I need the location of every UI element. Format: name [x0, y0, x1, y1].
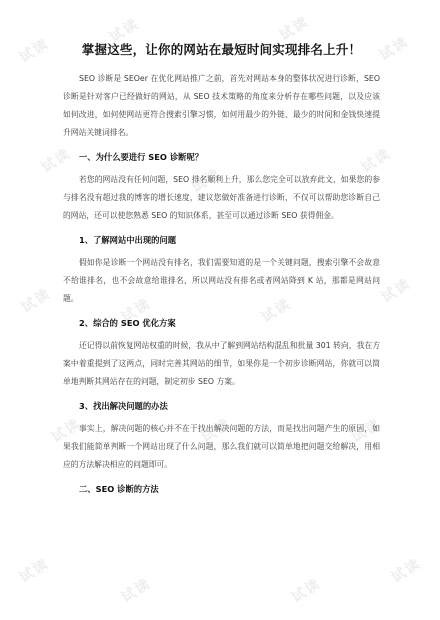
watermark: 试读	[118, 575, 155, 607]
heading-seo-plan: 2、综合的 SEO 优化方案	[79, 318, 176, 328]
watermark: 试读	[188, 165, 225, 197]
paragraph-find-solutions: 事实上，解决问题的核心并不在于找出解决问题的方法，而是找出问题产生的原因，如果我们能简单判断一个网站出现了什么问题，那么我们就可以简单地把问题交给解决，用相应的方法解决相应的问题即可。	[63, 424, 380, 469]
heading-diagnosis-methods: 二、SEO 诊断的方法	[79, 484, 159, 494]
document-title: 掌握这些，让你的网站在最短时间实现排名上升！	[81, 42, 362, 57]
watermark: 试读	[288, 575, 325, 607]
watermark: 试读	[258, 295, 295, 327]
watermark: 试读	[378, 275, 415, 307]
paragraph-intro: SEO 诊断是 SEOer 在优化网站推广之前，首先对网站本身的整体状况进行诊断，SEO 诊断是针对客户已经做好的网站，从 SEO 技术策略的角度来分析存在哪些问题，以及应该如何改进，如何使网站更符合搜索引擎习惯，如何用最少的外链、最少的时间和金钱快速提升网站关键词排名。	[63, 74, 380, 137]
watermark: 试读	[16, 35, 53, 67]
heading-why-diagnose: 一、为什么要进行 SEO 诊断呢？	[79, 152, 204, 162]
watermark: 试读	[358, 145, 395, 177]
watermark: 试读	[348, 415, 385, 447]
heading-find-solutions: 3、找出解决问题的办法	[79, 401, 168, 411]
watermark: 试读	[198, 415, 235, 447]
watermark: 试读	[38, 145, 75, 177]
paragraph-seo-plan: 还记得以前恢复网站权重的时候，我从中了解到网站结构混乱和批量 301 转向，我在方案中着重提到了这两点，同时完善其网站的细节，如果你是一个初步诊断网站，你就可以简单地判断其网站存在的问题，制定初步 SEO 方案。	[63, 341, 380, 386]
paragraph-why-diagnose: 若您的网站没有任何问题，SEO 排名顺利上升，那么您完全可以放弃此文，如果您的参与排名没有超过我的博客的增长速度，建议您做好准备进行诊断，不仅可以帮助您诊断自己的网站，还可以使您熟悉 SEO 的知识体系，甚至可以通过诊断 SEO 获得佣金。	[63, 175, 380, 220]
watermark: 试读	[18, 285, 55, 317]
watermark: 试读	[16, 555, 53, 587]
watermark: 试读	[106, 15, 143, 47]
watermark: 试读	[118, 295, 155, 327]
heading-understand-problems: 1、了解网站中出现的问题	[79, 235, 177, 245]
paragraph-understand-problems: 假如你是诊断一个网站没有排名，我们需要知道的是一个关键问题，搜索引擎不会故意不给谁排名，也不会故意给谁排名，所以网站没有排名或者网站降到 K 站，那都是网站问题。	[63, 258, 380, 303]
watermark: 试读	[388, 555, 425, 587]
watermark: 试读	[276, 13, 313, 45]
watermark: 试读	[48, 415, 85, 447]
watermark: 试读	[376, 33, 413, 65]
